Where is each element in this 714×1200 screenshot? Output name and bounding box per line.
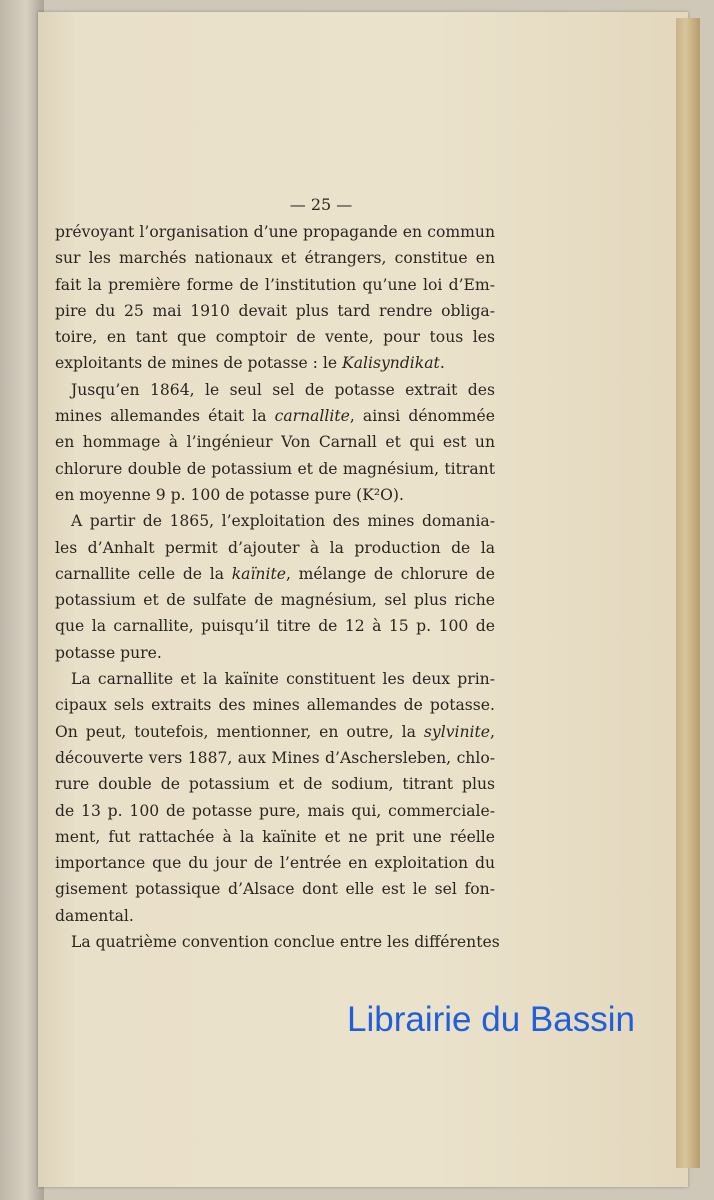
text-segment: les d’Anhalt permit d’ajouter à la production de la — [55, 538, 495, 557]
body-text — [55, 219, 500, 955]
text-segment: La quatrième convention conclue entre les différentes — [71, 933, 500, 952]
text-segment: mines allemandes était la — [55, 407, 275, 426]
text-segment: On peut, toutefois, mentionner, en outre, la — [55, 722, 424, 741]
text-segment: chlorure double de potassium et de magnésium, titrant — [55, 459, 495, 478]
text-segment: gisement potassique d’Alsace dont elle est le sel fon- — [55, 880, 495, 899]
text-segment: potasse pure. — [55, 643, 162, 662]
text-segment: pire du 25 mai 1910 devait plus tard rendre obliga- — [55, 301, 495, 320]
italic-term: sylvinite — [423, 722, 491, 741]
text-line — [55, 245, 495, 271]
text-line — [55, 824, 495, 850]
text-line — [55, 666, 495, 692]
text-segment: importance que du jour de l’entrée en exploitation du — [55, 854, 495, 873]
text-segment: , mélange de chlorure de — [285, 564, 495, 583]
text-line — [55, 876, 495, 902]
text-line — [55, 350, 495, 376]
page-number: — 25 — — [289, 195, 353, 214]
text-line — [55, 508, 495, 534]
text-segment: en moyenne 9 p. 100 de potasse pure (K²O). — [55, 485, 404, 504]
text-line — [55, 692, 495, 718]
text-line — [55, 298, 495, 324]
text-line — [55, 903, 495, 929]
text-segment: carnallite celle de la — [55, 564, 232, 583]
text-line — [55, 272, 495, 298]
text-segment: ment, fut rattachée à la kaïnite et ne prit une réelle — [55, 827, 495, 846]
text-segment: , ainsi dénommée — [349, 407, 496, 426]
text-segment: de 13 p. 100 de potasse pure, mais qui, commerciale- — [55, 801, 495, 820]
italic-term: carnallite — [274, 407, 350, 426]
italic-term: Kalisyndikat — [342, 354, 440, 373]
text-line — [55, 429, 495, 455]
text-segment: sur les marchés nationaux et étrangers, constitue en — [55, 249, 495, 268]
text-segment: , — [490, 722, 495, 741]
watermark: Librairie du Bassin — [347, 1000, 635, 1039]
text-line — [55, 798, 495, 824]
text-line — [55, 324, 495, 350]
text-segment: en hommage à l’ingénieur Von Carnall et qui est un — [55, 433, 495, 452]
text-line — [55, 613, 495, 639]
text-segment: toire, en tant que comptoir de vente, pour tous les — [55, 328, 495, 347]
text-segment: rure double de potassium et de sodium, titrant plus — [55, 775, 495, 794]
text-line — [55, 929, 500, 955]
text-segment: A partir de 1865, l’exploitation des mines domania- — [71, 512, 495, 531]
text-segment: prévoyant l’organisation d’une propagande en commun — [55, 223, 495, 241]
text-segment: que la carnallite, puisqu’il titre de 12 à 15 p. 100 de — [55, 617, 495, 636]
text-line — [55, 640, 495, 666]
text-line — [55, 850, 495, 876]
text-line — [55, 719, 495, 745]
text-line — [55, 456, 495, 482]
text-segment: Jusqu’en 1864, le seul sel de potasse extrait des — [71, 380, 495, 399]
text-line — [55, 561, 495, 587]
page-stack-edge — [676, 18, 700, 1168]
italic-term: kaïnite — [231, 564, 286, 583]
text-line — [55, 535, 495, 561]
text-segment: découverte vers 1887, aux Mines d’Aschersleben, chlo- — [55, 748, 495, 767]
text-segment: . — [439, 354, 445, 373]
text-segment: potassium et de sulfate de magnésium, sel plus riche — [55, 591, 495, 610]
text-segment: damental. — [55, 906, 134, 925]
text-segment: exploitants de mines de potasse : le — [55, 354, 343, 373]
text-line — [55, 771, 495, 797]
text-line — [55, 403, 495, 429]
text-line — [55, 377, 495, 403]
text-line — [55, 482, 495, 508]
text-line — [55, 219, 495, 245]
text-line — [55, 587, 495, 613]
text-segment: cipaux sels extraits des mines allemandes de potasse. — [55, 696, 495, 715]
text-segment: La carnallite et la kaïnite constituent les deux prin- — [71, 670, 495, 689]
text-segment: fait la première forme de l’institution qu’une loi d’Em- — [55, 275, 495, 294]
text-line — [55, 745, 495, 771]
